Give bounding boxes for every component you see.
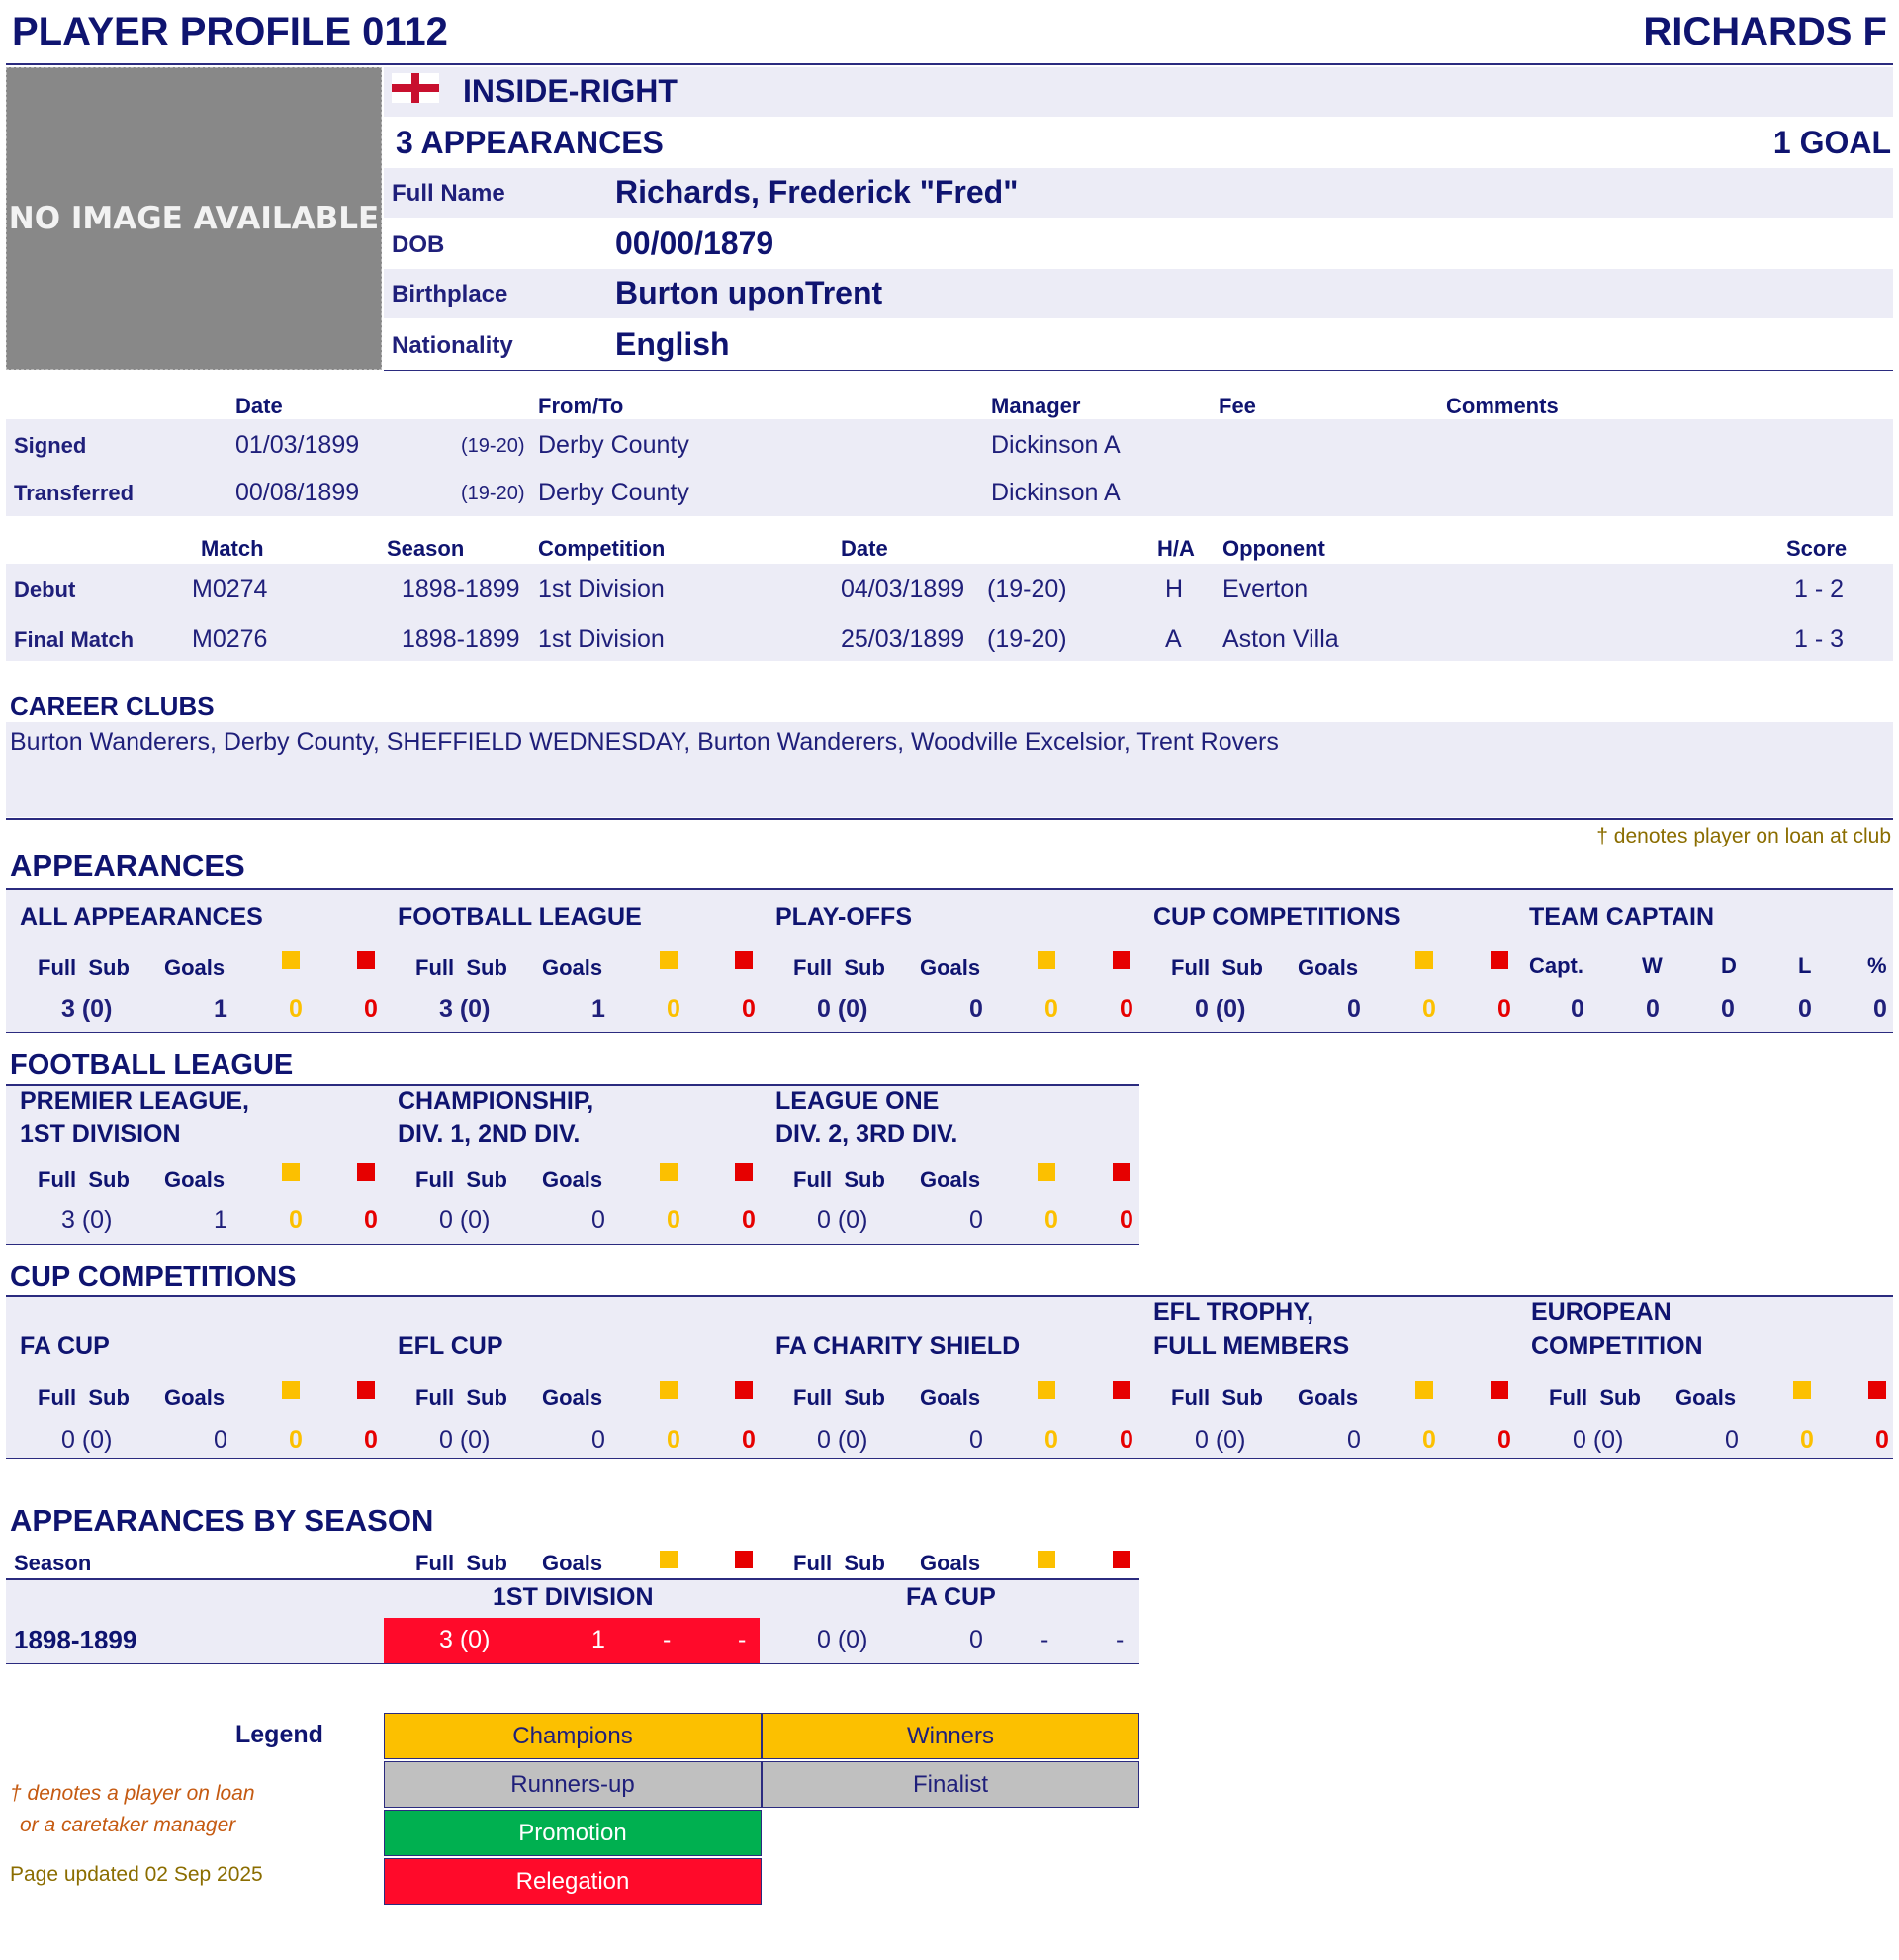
transfers-header-comments: Comments xyxy=(1446,394,1559,418)
stat-block-title: ALL APPEARANCES xyxy=(20,903,263,931)
stat-red-cards: 0 xyxy=(364,1426,378,1454)
stat-header-fullsub: Full Sub xyxy=(1171,955,1263,980)
season-header: Season xyxy=(14,1551,92,1575)
stat-header-goals: Goals xyxy=(1675,1385,1737,1410)
stat-apps: 3 (0) xyxy=(61,1206,113,1234)
yellow-card-icon xyxy=(282,1381,300,1399)
stat-header-fullsub: Full Sub xyxy=(793,1385,885,1410)
yellow-card-icon xyxy=(1415,1381,1433,1399)
match-header-ha: H/A xyxy=(1157,536,1195,561)
stat-goals: 0 xyxy=(969,995,983,1023)
legend-item-promotion: Promotion xyxy=(384,1810,762,1856)
football-league-bottom-rule xyxy=(6,1244,1139,1245)
yellow-card-icon xyxy=(1038,1551,1055,1568)
captain-header: W xyxy=(1642,953,1663,978)
stat-block-title: COMPETITION xyxy=(1531,1332,1703,1360)
stat-goals: 1 xyxy=(214,995,227,1023)
stat-yellow-cards: 0 xyxy=(289,1426,303,1454)
match-tier: (19-20) xyxy=(987,576,1067,603)
field-label-dob: DOB xyxy=(392,231,445,258)
stat-header-fullsub: Full Sub xyxy=(415,955,507,980)
stat-yellow-cards: 0 xyxy=(667,1426,680,1454)
stat-header-fullsub: Full Sub xyxy=(415,1167,507,1192)
match-opponent: Everton xyxy=(1222,576,1309,603)
yellow-card-icon xyxy=(660,951,678,969)
red-card-icon xyxy=(1113,951,1130,969)
match-score: 1 - 2 xyxy=(1794,576,1845,603)
red-card-icon xyxy=(735,1381,753,1399)
red-card-icon xyxy=(357,951,375,969)
total-goals: 1 GOAL xyxy=(1772,125,1891,160)
match-score: 1 - 3 xyxy=(1794,625,1845,653)
stat-goals: 0 xyxy=(1725,1426,1739,1454)
season-apps: 3 (0) xyxy=(439,1626,491,1653)
red-card-icon xyxy=(1491,951,1508,969)
red-card-icon xyxy=(1868,1381,1886,1399)
stat-yellow-cards: 0 xyxy=(1044,1206,1058,1234)
stat-header-goals: Goals xyxy=(1298,955,1359,980)
match-date: 04/03/1899 xyxy=(841,576,965,603)
field-value-nationality: English xyxy=(615,326,730,362)
stat-block-title: FA CUP xyxy=(20,1332,110,1360)
season-goals: 0 xyxy=(969,1626,983,1653)
transfers-header-date: Date xyxy=(235,394,283,418)
team-captain-title: TEAM CAPTAIN xyxy=(1529,903,1715,931)
transfer-date: 01/03/1899 xyxy=(235,431,360,459)
stat-header-fullsub: Full Sub xyxy=(38,955,130,980)
appearances-bottom-rule xyxy=(6,1032,1893,1033)
stat-block-title: EUROPEAN xyxy=(1531,1298,1672,1326)
by-season-title: APPEARANCES BY SEASON xyxy=(10,1503,434,1538)
stat-header-goals: Goals xyxy=(920,955,981,980)
season-yellow: - xyxy=(663,1626,672,1653)
stat-header-goals: Goals xyxy=(1298,1385,1359,1410)
stat-header-goals: Goals xyxy=(164,1385,226,1410)
legend-item-runners-up: Runners-up xyxy=(384,1761,762,1808)
stat-header-goals: Goals xyxy=(164,955,226,980)
yellow-card-icon xyxy=(1415,951,1433,969)
stat-apps: 0 (0) xyxy=(439,1426,491,1454)
transfers-header-fee: Fee xyxy=(1219,394,1256,418)
no-image-text: NO IMAGE AVAILABLE xyxy=(8,201,380,236)
stat-apps: 3 (0) xyxy=(61,995,113,1023)
stat-yellow-cards: 0 xyxy=(667,1206,680,1234)
stat-header-fullsub: Full Sub xyxy=(793,955,885,980)
stat-yellow-cards: 0 xyxy=(289,995,303,1023)
captain-value: 0 xyxy=(1571,995,1584,1023)
transfer-type: Signed xyxy=(14,433,87,458)
player-position: INSIDE-RIGHT xyxy=(463,73,678,109)
transfers-header-fromto: From/To xyxy=(538,394,624,418)
stat-header-goals: Goals xyxy=(164,1167,226,1192)
match-type: Debut xyxy=(14,578,76,602)
season-red: - xyxy=(738,1626,747,1653)
stat-red-cards: 0 xyxy=(1120,1426,1133,1454)
stat-block-title: FOOTBALL LEAGUE xyxy=(398,903,642,931)
stat-apps: 0 (0) xyxy=(817,1426,868,1454)
stat-red-cards: 0 xyxy=(364,995,378,1023)
match-season: 1898-1899 xyxy=(402,625,520,653)
stat-goals: 0 xyxy=(214,1426,227,1454)
field-label-birthplace: Birthplace xyxy=(392,281,508,308)
match-id: M0274 xyxy=(192,576,268,603)
captain-value: 0 xyxy=(1798,995,1812,1023)
match-date: 25/03/1899 xyxy=(841,625,965,653)
match-header-score: Score xyxy=(1786,536,1848,561)
stat-header-fullsub: Full Sub xyxy=(793,1167,885,1192)
match-header-match: Match xyxy=(201,536,264,561)
transfer-date: 00/08/1899 xyxy=(235,479,360,506)
transfer-club: Derby County xyxy=(538,431,689,459)
stat-red-cards: 0 xyxy=(742,1426,756,1454)
yellow-card-icon xyxy=(1038,1163,1055,1181)
football-league-title: FOOTBALL LEAGUE xyxy=(10,1049,294,1081)
legend-title: Legend xyxy=(235,1721,323,1748)
stat-yellow-cards: 0 xyxy=(1044,1426,1058,1454)
stat-red-cards: 0 xyxy=(1497,1426,1511,1454)
season-header-fullsub: Full Sub xyxy=(415,1551,507,1575)
stat-apps: 0 (0) xyxy=(1195,995,1246,1023)
match-id: M0276 xyxy=(192,625,268,653)
stat-goals: 0 xyxy=(969,1206,983,1234)
yellow-card-icon xyxy=(660,1381,678,1399)
stat-apps: 3 (0) xyxy=(439,995,491,1023)
stat-block-title: EFL TROPHY, xyxy=(1153,1298,1314,1326)
field-value-dob: 00/00/1879 xyxy=(615,225,774,261)
stat-red-cards: 0 xyxy=(742,995,756,1023)
stat-header-fullsub: Full Sub xyxy=(1171,1385,1263,1410)
season-apps: 0 (0) xyxy=(817,1626,868,1653)
stat-apps: 0 (0) xyxy=(817,1206,868,1234)
stat-goals: 1 xyxy=(214,1206,227,1234)
captain-header: L xyxy=(1798,953,1812,978)
match-competition: 1st Division xyxy=(538,576,665,603)
season-yellow: - xyxy=(1040,1626,1049,1653)
legend-note-2: or a caretaker manager xyxy=(20,1814,236,1836)
match-season: 1898-1899 xyxy=(402,576,520,603)
yellow-card-icon xyxy=(1038,951,1055,969)
stat-block-title: FA CHARITY SHIELD xyxy=(775,1332,1021,1360)
red-card-icon xyxy=(1113,1163,1130,1181)
season-header-goals: Goals xyxy=(542,1551,603,1575)
stat-goals: 0 xyxy=(1347,995,1361,1023)
captain-header: D xyxy=(1721,953,1737,978)
transfer-manager: Dickinson A xyxy=(991,431,1121,459)
yellow-card-icon xyxy=(282,951,300,969)
appearances-title: APPEARANCES xyxy=(10,848,245,883)
stat-goals: 0 xyxy=(591,1206,605,1234)
stat-block-title: DIV. 1, 2ND DIV. xyxy=(398,1120,581,1148)
transfer-tier: (19-20) xyxy=(461,483,525,504)
page-updated: Page updated 02 Sep 2025 xyxy=(10,1863,263,1886)
stat-header-goals: Goals xyxy=(542,955,603,980)
by-season-bottom-rule xyxy=(6,1663,1139,1664)
season-row-label: 1898-1899 xyxy=(14,1625,137,1654)
legend-item-finalist: Finalist xyxy=(762,1761,1139,1808)
red-card-icon xyxy=(735,1551,753,1568)
stat-yellow-cards: 0 xyxy=(1044,995,1058,1023)
legend-note-1: † denotes a player on loan xyxy=(10,1782,255,1805)
captain-value: 0 xyxy=(1873,995,1887,1023)
red-card-icon xyxy=(735,1163,753,1181)
stat-red-cards: 0 xyxy=(1875,1426,1889,1454)
career-clubs-list: Burton Wanderers, Derby County, SHEFFIELD WEDNESDAY, Burton Wanderers, Woodville Excelsior, Trent Rovers xyxy=(10,728,1279,756)
stat-header-fullsub: Full Sub xyxy=(415,1385,507,1410)
cup-competitions-title: CUP COMPETITIONS xyxy=(10,1261,297,1292)
match-header-opponent: Opponent xyxy=(1222,536,1325,561)
stat-apps: 0 (0) xyxy=(1573,1426,1624,1454)
field-value-fullname: Richards, Frederick "Fred" xyxy=(615,174,1019,210)
page-title: PLAYER PROFILE 0112 xyxy=(12,10,448,53)
transfer-club: Derby County xyxy=(538,479,689,506)
season-competition-header: 1ST DIVISION xyxy=(493,1583,654,1611)
stat-goals: 0 xyxy=(591,1426,605,1454)
stat-goals: 1 xyxy=(591,995,605,1023)
yellow-card-icon xyxy=(1038,1381,1055,1399)
cup-competitions-bottom-rule xyxy=(6,1458,1893,1459)
stat-goals: 0 xyxy=(969,1426,983,1454)
stat-header-goals: Goals xyxy=(920,1385,981,1410)
stat-yellow-cards: 0 xyxy=(1800,1426,1814,1454)
stat-apps: 0 (0) xyxy=(61,1426,113,1454)
match-ha: H xyxy=(1165,576,1184,603)
stat-block-title: FULL MEMBERS xyxy=(1153,1332,1350,1360)
stat-yellow-cards: 0 xyxy=(289,1206,303,1234)
stat-block-title: CUP COMPETITIONS xyxy=(1153,903,1401,931)
stat-header-goals: Goals xyxy=(542,1385,603,1410)
loan-note: † denotes player on loan at club xyxy=(1596,825,1891,847)
transfer-tier: (19-20) xyxy=(461,435,525,457)
red-card-icon xyxy=(357,1381,375,1399)
match-opponent: Aston Villa xyxy=(1222,625,1339,653)
stat-block-title: 1ST DIVISION xyxy=(20,1120,181,1148)
captain-header: Capt. xyxy=(1529,953,1583,978)
player-name-title: RICHARDS F xyxy=(1643,10,1887,53)
season-header-fullsub: Full Sub xyxy=(793,1551,885,1575)
profile-band-name xyxy=(384,168,1893,218)
season-goals: 1 xyxy=(591,1626,605,1653)
stat-goals: 0 xyxy=(1347,1426,1361,1454)
stat-yellow-cards: 0 xyxy=(1422,995,1436,1023)
legend-item-champions: Champions xyxy=(384,1713,762,1759)
captain-header: % xyxy=(1867,953,1887,978)
stat-block-title: CHAMPIONSHIP, xyxy=(398,1087,594,1114)
transfer-manager: Dickinson A xyxy=(991,479,1121,506)
red-card-icon xyxy=(1491,1381,1508,1399)
career-clubs-title: CAREER CLUBS xyxy=(10,691,215,721)
stat-block-title: PREMIER LEAGUE, xyxy=(20,1087,249,1114)
total-appearances: 3 APPEARANCES xyxy=(396,125,664,160)
stat-header-fullsub: Full Sub xyxy=(1549,1385,1641,1410)
stat-header-goals: Goals xyxy=(542,1167,603,1192)
stat-red-cards: 0 xyxy=(1497,995,1511,1023)
legend-item-winners: Winners xyxy=(762,1713,1139,1759)
profile-bottom-rule xyxy=(384,370,1893,371)
player-photo-placeholder xyxy=(6,67,382,370)
stat-red-cards: 0 xyxy=(1120,995,1133,1023)
header-rule xyxy=(6,63,1893,65)
red-card-icon xyxy=(1113,1551,1130,1568)
captain-value: 0 xyxy=(1721,995,1735,1023)
match-ha: A xyxy=(1165,625,1182,653)
stat-red-cards: 0 xyxy=(742,1206,756,1234)
season-header-goals: Goals xyxy=(920,1551,981,1575)
stat-header-fullsub: Full Sub xyxy=(38,1167,130,1192)
stat-yellow-cards: 0 xyxy=(667,995,680,1023)
match-competition: 1st Division xyxy=(538,625,665,653)
match-header-season: Season xyxy=(387,536,465,561)
transfer-type: Transferred xyxy=(14,481,135,505)
match-header-competition: Competition xyxy=(538,536,666,561)
captain-value: 0 xyxy=(1646,995,1660,1023)
legend-item-relegation: Relegation xyxy=(384,1858,762,1905)
red-card-icon xyxy=(735,951,753,969)
stat-header-goals: Goals xyxy=(920,1167,981,1192)
yellow-card-icon xyxy=(282,1163,300,1181)
red-card-icon xyxy=(1113,1381,1130,1399)
red-card-icon xyxy=(357,1163,375,1181)
profile-band-birthplace xyxy=(384,269,1893,318)
stat-yellow-cards: 0 xyxy=(1422,1426,1436,1454)
match-header-date: Date xyxy=(841,536,888,561)
stat-apps: 0 (0) xyxy=(817,995,868,1023)
yellow-card-icon xyxy=(660,1551,678,1568)
stat-block-title: EFL CUP xyxy=(398,1332,503,1360)
england-flag-icon xyxy=(392,73,439,103)
season-red: - xyxy=(1116,1626,1125,1653)
stat-red-cards: 0 xyxy=(364,1206,378,1234)
stat-header-fullsub: Full Sub xyxy=(38,1385,130,1410)
stat-block-title: DIV. 2, 3RD DIV. xyxy=(775,1120,958,1148)
yellow-card-icon xyxy=(1793,1381,1811,1399)
stat-red-cards: 0 xyxy=(1120,1206,1133,1234)
season-competition-header: FA CUP xyxy=(906,1583,996,1611)
transfers-header-manager: Manager xyxy=(991,394,1081,418)
yellow-card-icon xyxy=(660,1163,678,1181)
stat-apps: 0 (0) xyxy=(1195,1426,1246,1454)
stat-block-title: LEAGUE ONE xyxy=(775,1087,940,1114)
match-tier: (19-20) xyxy=(987,625,1067,653)
field-label-nationality: Nationality xyxy=(392,332,513,359)
career-rule xyxy=(6,818,1893,820)
stat-apps: 0 (0) xyxy=(439,1206,491,1234)
field-value-birthplace: Burton uponTrent xyxy=(615,275,883,311)
field-label-fullname: Full Name xyxy=(392,180,505,207)
match-type: Final Match xyxy=(14,627,135,652)
stat-block-title: PLAY-OFFS xyxy=(775,903,912,931)
